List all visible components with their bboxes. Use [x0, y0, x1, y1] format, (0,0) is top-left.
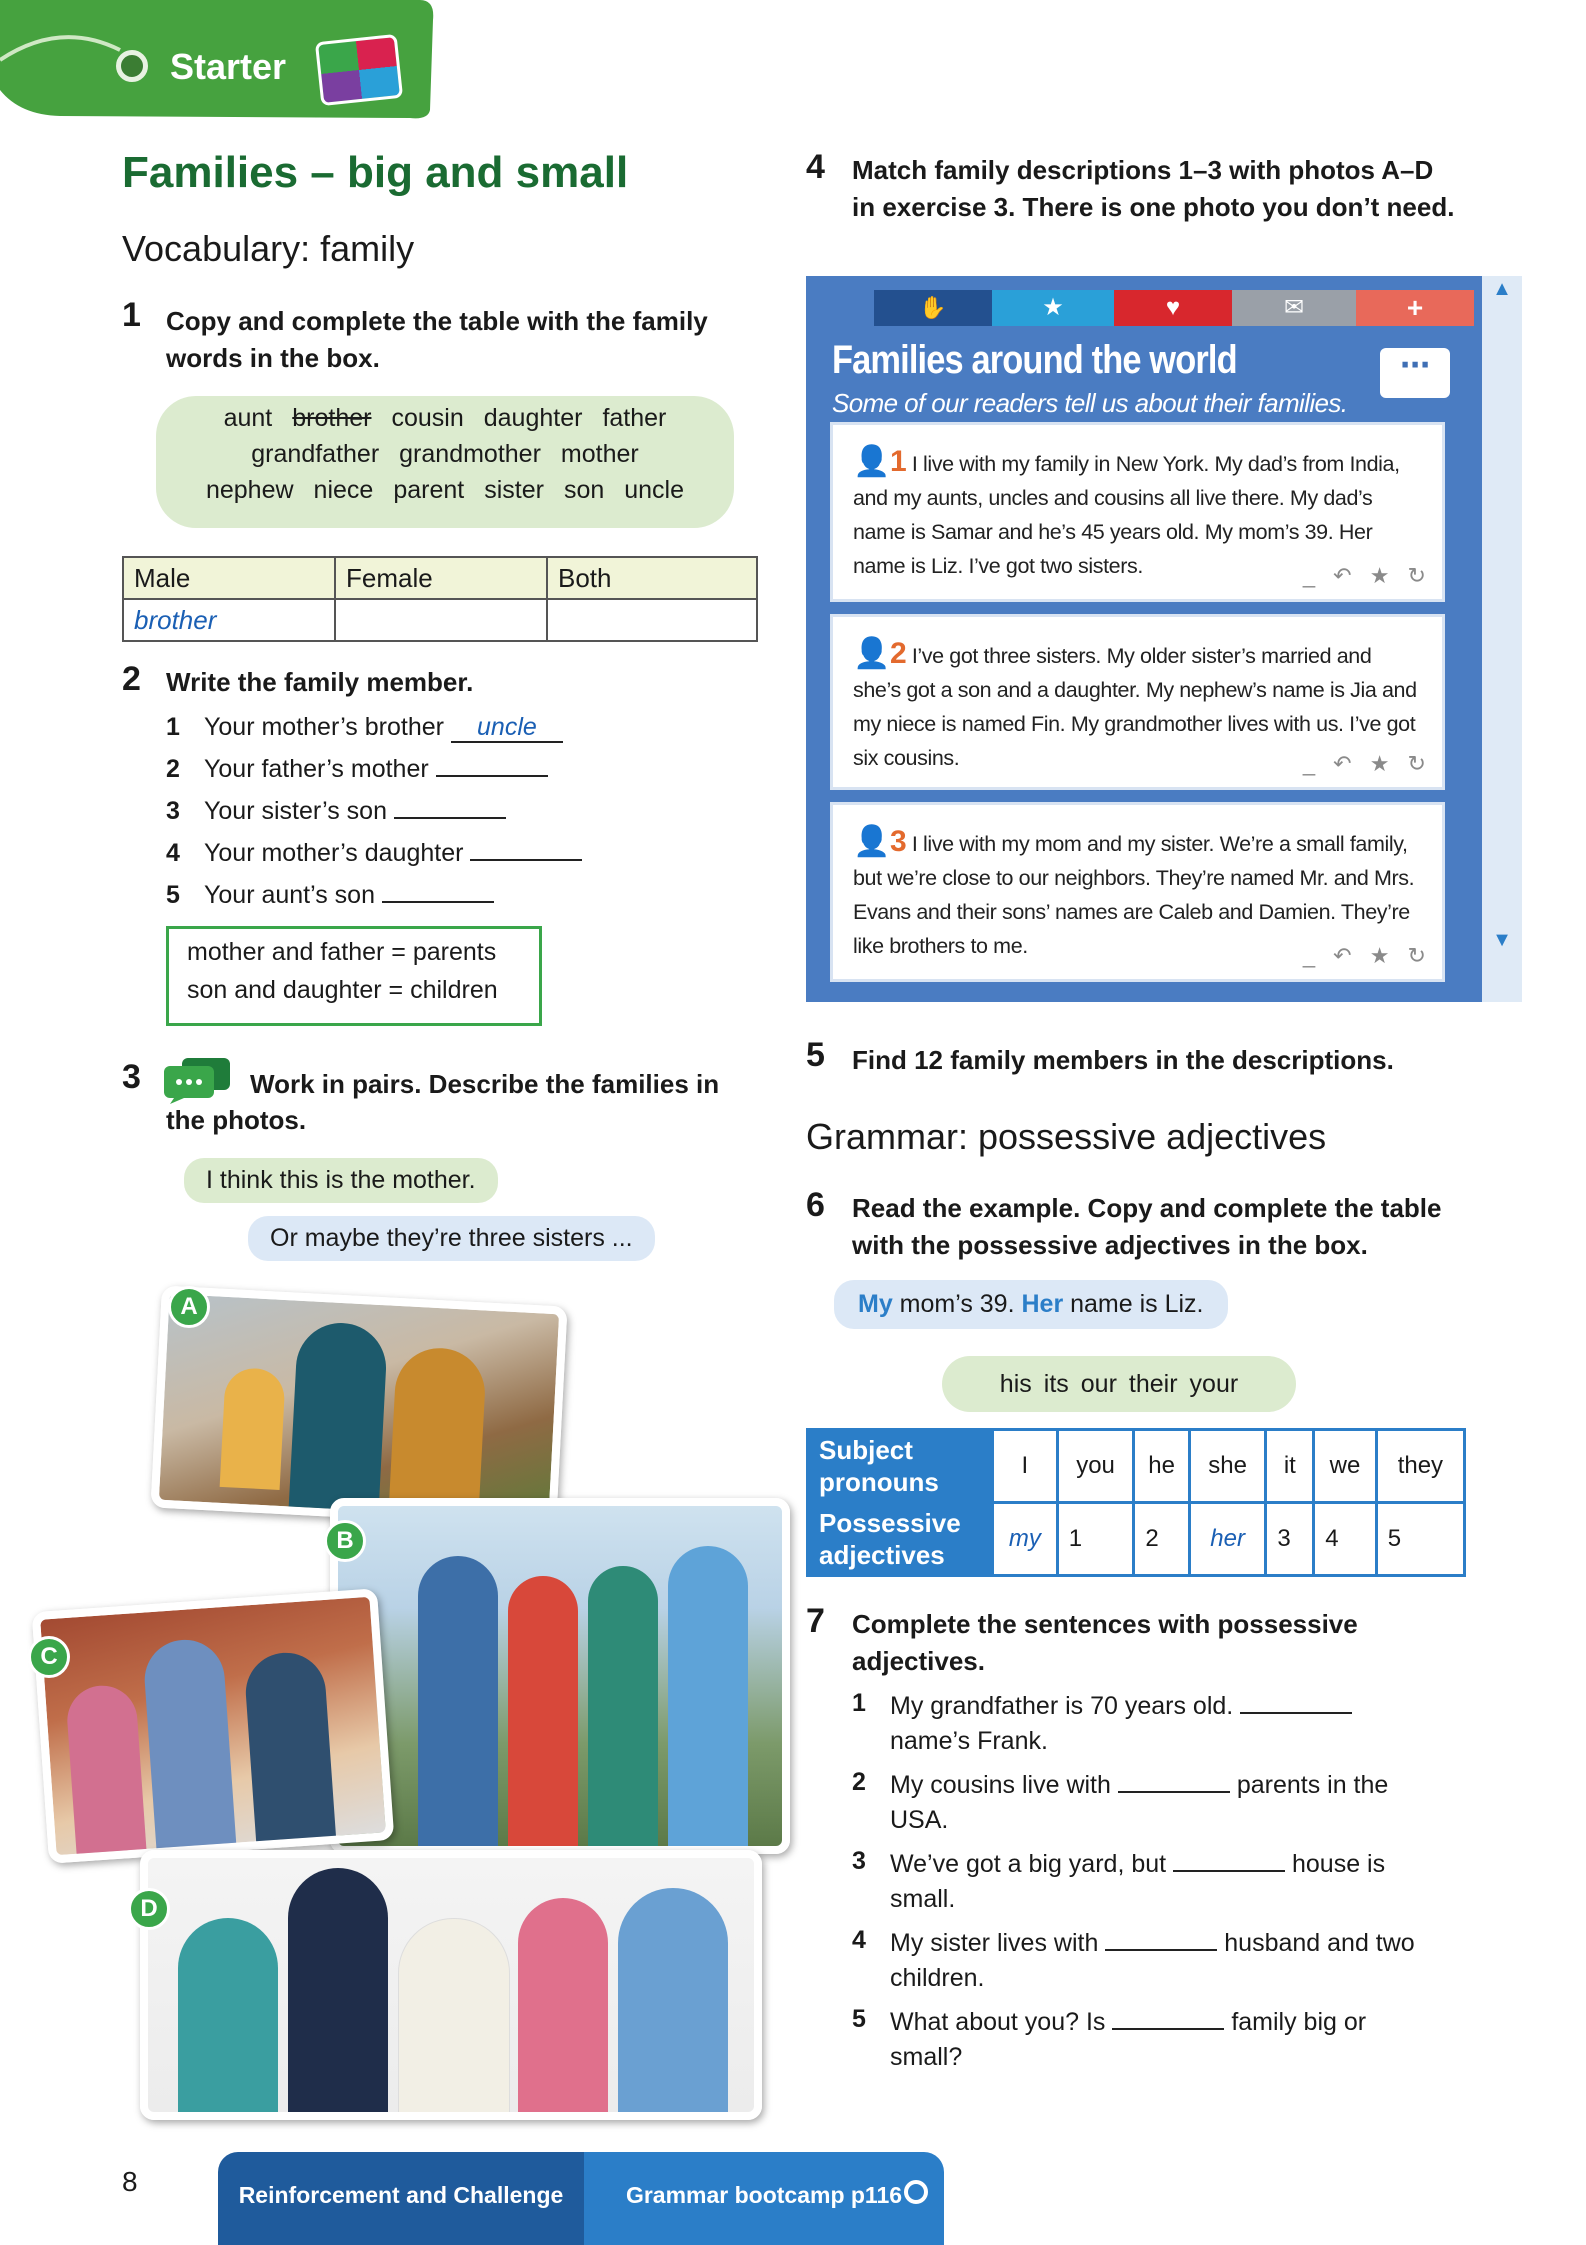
row-label-possessive: Possessive adjectives — [808, 1503, 993, 1576]
example-my: My — [858, 1290, 893, 1318]
page-title: Families – big and small — [122, 148, 629, 197]
possessive-blank[interactable]: 3 — [1266, 1503, 1314, 1576]
ex7-item: 1 My grandfather is 70 years old. name’s Frank. — [852, 1686, 1472, 1759]
word-row-3 — [156, 472, 734, 508]
word: parent — [393, 476, 465, 504]
heart-icon[interactable]: ♥ — [1114, 290, 1232, 326]
word: its — [1043, 1370, 1069, 1398]
speech-icon — [164, 1058, 232, 1104]
ex7-item: 5 What about you? Is family big or small? — [852, 2002, 1472, 2075]
person-figure — [142, 1637, 236, 1852]
answer-blank[interactable] — [1240, 1686, 1352, 1714]
photo-label-d: D — [128, 1888, 170, 1930]
ex2-instruction: Write the family member. — [166, 667, 474, 697]
person-figure — [618, 1888, 728, 2118]
word: cousin — [391, 404, 464, 432]
ex6-example-bubble — [834, 1280, 1228, 1329]
panel-title: Families around the world — [832, 338, 1237, 382]
pronoun-cell: she — [1189, 1430, 1266, 1503]
ex1-instruction: Copy and complete the table with the family words in the box. — [166, 306, 708, 373]
post-number: 1 — [889, 445, 907, 478]
ex2-item: 3 Your sister’s son — [166, 790, 582, 832]
ex3-number: 3 — [122, 1058, 141, 1096]
footer-grammar-bootcamp[interactable] — [584, 2152, 944, 2245]
possessive-example: my — [993, 1503, 1058, 1576]
web-panel — [806, 276, 1482, 1002]
panel-subtitle: Some of our readers tell us about their families. — [832, 388, 1348, 418]
person-figure — [388, 1346, 487, 1520]
answer-blank[interactable] — [382, 875, 494, 903]
possessive-blank[interactable]: 2 — [1134, 1503, 1190, 1576]
col-female: Female — [335, 557, 547, 599]
starter-logo-icon — [315, 34, 403, 106]
photo-label-c: C — [28, 1636, 70, 1678]
word: daughter — [483, 404, 583, 432]
ex1-table — [122, 556, 758, 642]
post-3 — [830, 802, 1445, 982]
word: their — [1128, 1370, 1178, 1398]
user-icon: 👤 — [853, 637, 890, 670]
person-figure — [243, 1650, 336, 1845]
ex5-instruction: Find 12 family members in the descriptions. — [852, 1045, 1394, 1075]
photo-b — [330, 1498, 790, 1854]
panel-toolbar — [874, 290, 1474, 326]
row-label-subject: Subject pronouns — [808, 1430, 993, 1503]
pronoun-cell: it — [1266, 1430, 1314, 1503]
answer-blank[interactable] — [394, 791, 506, 819]
word-row-2 — [156, 436, 734, 472]
answer-blank[interactable] — [1105, 1923, 1217, 1951]
word: nephew — [205, 476, 294, 504]
ex5-number: 5 — [806, 1036, 825, 1074]
note-line-2: son and daughter = children — [187, 976, 498, 1004]
example-end: name is Liz. — [1063, 1290, 1204, 1318]
ex7-number: 7 — [806, 1602, 825, 1640]
word: grandfather — [251, 440, 380, 468]
example-her: Her — [1021, 1290, 1064, 1318]
scroll-up-icon[interactable]: ▲ — [1492, 278, 1512, 300]
word-struck: brother — [292, 404, 372, 432]
example-mid: mom’s 39. — [892, 1290, 1022, 1318]
ex2-note-box — [166, 926, 542, 1026]
speech-bubble-1: I think this is the mother. — [184, 1158, 498, 1203]
person-figure — [398, 1918, 510, 2120]
user-icon: 👤 — [853, 445, 890, 478]
col-both: Both — [547, 557, 757, 599]
person-figure — [588, 1566, 658, 1846]
ex6-grammar-table — [806, 1428, 1466, 1577]
pronoun-cell: he — [1134, 1430, 1190, 1503]
col-male: Male — [123, 557, 335, 599]
star-icon[interactable]: ★ — [992, 290, 1114, 326]
word: aunt — [223, 404, 273, 432]
scroll-down-icon[interactable]: ▼ — [1492, 929, 1512, 951]
ex2-list — [166, 706, 582, 916]
photo-c — [32, 1588, 395, 1864]
like-icon[interactable]: ✋ — [874, 290, 992, 326]
ex6-number: 6 — [806, 1186, 825, 1224]
ex3-instruction-2: the photos. — [166, 1105, 307, 1135]
word: son — [563, 476, 605, 504]
post-actions-icon[interactable]: _ ↶ ★ ↻ — [1302, 943, 1432, 968]
ex3-instruction-1: Work in pairs. Describe the families in — [250, 1069, 720, 1099]
mail-icon[interactable]: ✉ — [1232, 290, 1356, 326]
ex2-item: 5 Your aunt’s son — [166, 874, 582, 916]
post-number: 2 — [889, 637, 907, 670]
ex2-item: 4 Your mother’s daughter — [166, 832, 582, 874]
footer-reinforcement[interactable] — [218, 2152, 584, 2245]
person-figure — [288, 1868, 388, 2118]
ex7-item: 4 My sister lives with husband and two children. — [852, 1923, 1472, 1996]
pronoun-cell: we — [1314, 1430, 1376, 1503]
word: uncle — [624, 476, 685, 504]
person-figure — [518, 1898, 608, 2118]
ex4-number: 4 — [806, 148, 825, 186]
ex7-item: 2 My cousins live with parents in the USA. — [852, 1765, 1472, 1838]
word: your — [1189, 1370, 1239, 1398]
answer-blank[interactable] — [436, 749, 548, 777]
possessive-blank[interactable]: 5 — [1376, 1503, 1464, 1576]
footer-grammar-label: Grammar bootcamp p116 — [625, 2182, 903, 2208]
user-icon: 👤 — [853, 825, 890, 858]
post-text: I’ve got three sisters. My older sister’s married and she’s got a son and a daughter. My nephew’s name is Jia and my niece is named Fin. My grandmother lives with us. I’ve got six cousins. — [853, 644, 1417, 770]
word: mother — [560, 440, 639, 468]
ex6-word-box — [942, 1356, 1296, 1412]
answer-blank[interactable] — [1118, 1765, 1230, 1793]
photo-label-b: B — [324, 1520, 366, 1562]
starter-tab — [0, 0, 435, 120]
ex6-instruction: Read the example. Copy and complete the table with the possessive adjectives in the box. — [852, 1193, 1442, 1260]
ex2-item: 1 Your mother’s brother uncle — [166, 706, 582, 748]
plus-icon[interactable]: + — [1356, 290, 1474, 326]
ex7-item: 3 We’ve got a big yard, but house is small. — [852, 1844, 1472, 1917]
pronoun-cell: they — [1376, 1430, 1464, 1503]
post-actions-icon[interactable]: _ ↶ ★ ↻ — [1302, 563, 1432, 588]
ex1-number: 1 — [122, 296, 141, 334]
word: our — [1080, 1370, 1117, 1398]
person-figure — [65, 1683, 147, 1857]
post-text: I live with my family in New York. My dad’s from India, and my aunts, uncles and cousins all live there. My dad’s name is Samar and he’s 45 years old. My mom’s 39. Her name is Liz. I’ve got two sisters. — [853, 452, 1400, 578]
footer-ring-icon — [904, 2180, 928, 2204]
vocab-heading: Vocabulary: family — [122, 228, 415, 269]
ex7-instruction: Complete the sentences with possessive adjectives. — [852, 1609, 1358, 1676]
pronoun-cell: you — [1057, 1430, 1134, 1503]
table-example: brother — [123, 599, 335, 641]
starter-label: Starter — [170, 46, 287, 87]
comment-icon[interactable]: ⋯ — [1380, 348, 1450, 398]
grammar-heading: Grammar: possessive adjectives — [806, 1116, 1327, 1157]
ex1-word-box — [156, 396, 734, 528]
speech-bubble-2: Or maybe they’re three sisters ... — [248, 1216, 655, 1261]
ex2-number: 2 — [122, 660, 141, 698]
photo-d — [140, 1850, 762, 2120]
panel-scrollbar[interactable] — [1482, 276, 1522, 1002]
word: grandmother — [399, 440, 541, 468]
person-figure — [668, 1546, 748, 1846]
ex2-item: 2 Your father’s mother — [166, 748, 582, 790]
possessive-blank[interactable]: 4 — [1314, 1503, 1376, 1576]
word: sister — [484, 476, 544, 504]
footer-reinforcement-label: Reinforcement and Challenge — [238, 2182, 564, 2208]
post-1 — [830, 422, 1445, 602]
person-figure — [178, 1918, 278, 2118]
word-row-1 — [156, 400, 734, 436]
ex4-instruction: Match family descriptions 1–3 with photos A–D in exercise 3. There is one photo you don’t need. — [852, 155, 1455, 222]
possessive-example: her — [1189, 1503, 1266, 1576]
table-cell — [547, 599, 757, 641]
word: father — [602, 404, 667, 432]
page-number: 8 — [122, 2166, 138, 2197]
table-cell — [335, 599, 547, 641]
note-line-1: mother and father = parents — [187, 938, 497, 966]
answer-blank[interactable] — [470, 833, 582, 861]
pronoun-cell: I — [993, 1430, 1058, 1503]
person-figure — [220, 1367, 286, 1490]
word: his — [999, 1370, 1032, 1398]
possessive-blank[interactable]: 1 — [1057, 1503, 1134, 1576]
word: niece — [313, 476, 374, 504]
person-figure — [288, 1321, 388, 1515]
ex7-list — [852, 1686, 1472, 2081]
post-2 — [830, 614, 1445, 790]
person-figure — [508, 1576, 578, 1846]
photo-a — [150, 1286, 567, 1529]
starter-ring-icon — [116, 50, 148, 82]
post-text: I live with my mom and my sister. We’re a small family, but we’re close to our neighbors. They’re named Mr. and Mrs. Evans and their sons’ names are Caleb and Damien. They’re like brothers to me. — [853, 832, 1415, 958]
answer-blank[interactable] — [1173, 1844, 1285, 1872]
post-number: 3 — [889, 825, 907, 858]
person-figure — [418, 1556, 498, 1846]
answer-blank[interactable] — [1112, 2002, 1224, 2030]
ex2-answer: uncle — [451, 713, 563, 743]
post-actions-icon[interactable]: _ ↶ ★ ↻ — [1302, 751, 1432, 776]
photo-label-a: A — [168, 1286, 210, 1328]
